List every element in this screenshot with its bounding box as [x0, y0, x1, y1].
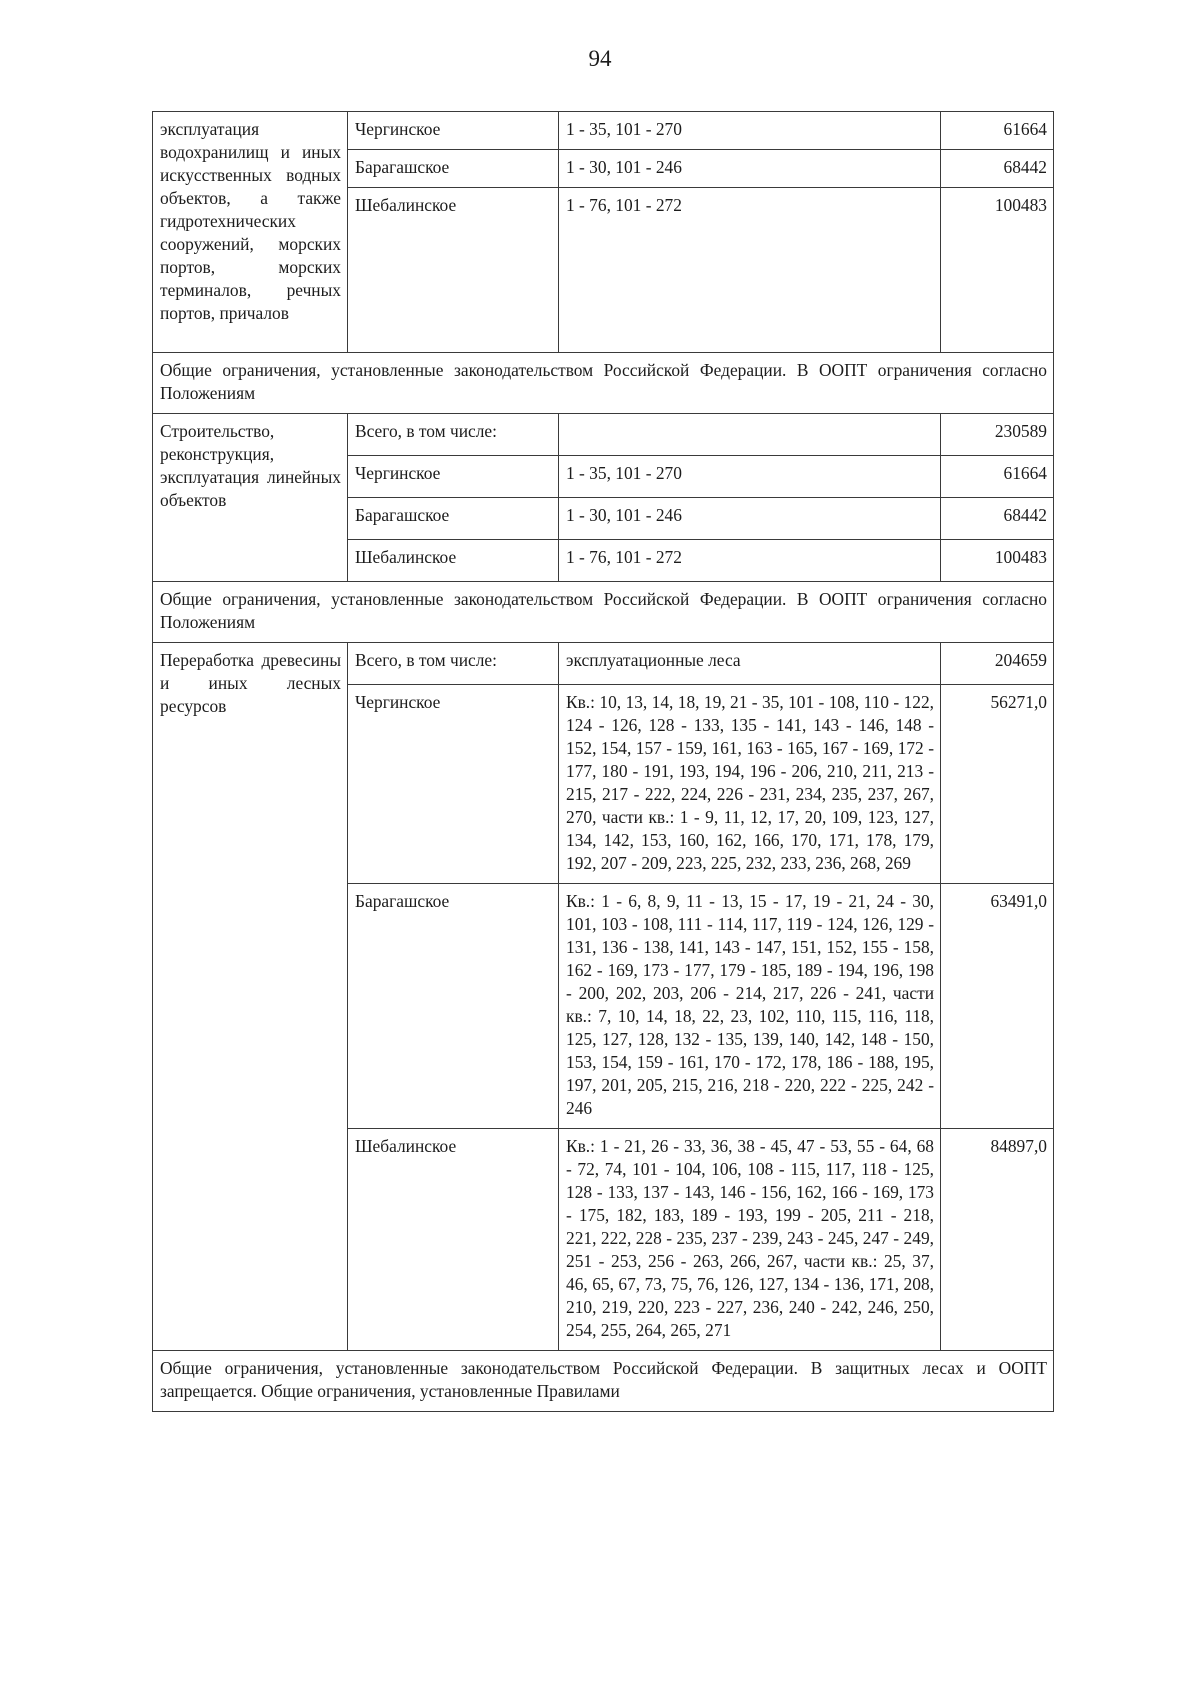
area-cell: 84897,0	[941, 1129, 1054, 1351]
quarters-text: Кв.: 10, 13, 14, 18, 19, 21 - 35, 101 - 108, 110 - 122, 124 - 126, 128 - 133, 135 - 141, 143 - 146, 148 - 152, 154, 157 - 159, 161, 163 - 165, 167 - 169, 172 - 177, 180 - 191, 193, 194, 196 - 206, 210, 211, 213 - 215, 217 - 222, 224, 226 - 231, 234, 235, 237, 267, 270, части кв.: 1 - 9, 11, 12, 17, 20, 109, 123, 127, 134, 142, 153, 160, 162, 166, 170, 171, 178, 179, 192, 207 - 209, 223, 225, 232, 233, 236, 268, 269	[566, 692, 934, 873]
area-cell: 68442	[941, 150, 1054, 188]
quarters-cell: 1 - 76, 101 - 272	[559, 540, 941, 582]
quarters-cell: 1 - 30, 101 - 246	[559, 150, 941, 188]
note-text: Общие ограничения, установленные законодательством Российской Федерации. В защитных лесах и ООПТ запрещается. Общие ограничения, установленные Правилами	[153, 1351, 1054, 1412]
table-row	[153, 643, 1054, 685]
quarters-cell: 1 - 35, 101 - 270	[559, 456, 941, 498]
quarters-text: Кв.: 1 - 6, 8, 9, 11 - 13, 15 - 17, 19 - 21, 24 - 30, 101, 103 - 108, 111 - 114, 117, 119 - 124, 126, 129 - 131, 136 - 138, 141, 143 - 147, 151, 152, 155 - 158, 162 - 169, 173 - 177, 179 - 185, 189 - 194, 196, 198 - 200, 202, 203, 206 - 214, 217, 226 - 241, части кв.: 7, 10, 14, 18, 22, 23, 102, 110, 115, 116, 118, 125, 127, 128, 132 - 135, 139, 140, 142, 148 - 150, 153, 154, 159 - 161, 170 - 172, 178, 186 - 188, 195, 197, 201, 205, 215, 216, 218 - 220, 222 - 225, 242 - 246	[566, 891, 934, 1118]
quarters-text: Кв.: 1 - 21, 26 - 33, 36, 38 - 45, 47 - 53, 55 - 64, 68 - 72, 74, 101 - 104, 106, 108 - 115, 117, 118 - 125, 128 - 133, 137 - 143, 146 - 156, 162, 166 - 169, 173 - 175, 182, 183, 189 - 193, 199 - 205, 211 - 218, 221, 222, 228 - 235, 237 - 239, 243 - 245, 247 - 249, 251 - 253, 256 - 263, 266, 267, части кв.: 25, 37, 46, 65, 67, 73, 75, 76, 126, 127, 134 - 136, 171, 208, 210, 219, 220, 223 - 227, 236, 240 - 242, 246, 250, 254, 255, 264, 265, 271	[566, 1136, 934, 1340]
activity-cell: Переработка древесины и иных лесных ресурсов	[153, 643, 348, 1351]
quarters-cell	[559, 1129, 941, 1351]
forestry-cell: Шебалинское	[348, 188, 559, 353]
forestry-cell: Чергинское	[348, 685, 559, 884]
quarters-cell: 1 - 76, 101 - 272	[559, 188, 941, 353]
page-number: 94	[588, 46, 612, 71]
forestry-cell: Чергинское	[348, 456, 559, 498]
forestry-cell: Чергинское	[348, 112, 559, 150]
area-cell: 61664	[941, 456, 1054, 498]
note-row	[153, 353, 1054, 414]
restrictions-table	[152, 111, 1054, 1412]
quarters-cell: эксплуатационные леса	[559, 643, 941, 685]
forestry-cell: Шебалинское	[348, 1129, 559, 1351]
table-row	[153, 112, 1054, 150]
area-cell: 204659	[941, 643, 1054, 685]
activity-cell: эксплуатация водохранилищ и иных искусственных водных объектов, а также гидротехнических сооружений, морских портов, морских терминалов, речных портов, причалов	[153, 112, 348, 353]
forestry-cell: Барагашское	[348, 150, 559, 188]
area-cell: 61664	[941, 112, 1054, 150]
forestry-cell: Барагашское	[348, 884, 559, 1129]
activity-cell: Строительство, реконструкция, эксплуатация линейных объектов	[153, 414, 348, 582]
note-text: Общие ограничения, установленные законодательством Российской Федерации. В ООПТ ограничения согласно Положениям	[153, 582, 1054, 643]
area-cell: 230589	[941, 414, 1054, 456]
table-row	[153, 414, 1054, 456]
note-row	[153, 1351, 1054, 1412]
quarters-cell	[559, 884, 941, 1129]
area-cell: 68442	[941, 498, 1054, 540]
area-cell: 63491,0	[941, 884, 1054, 1129]
quarters-cell	[559, 685, 941, 884]
quarters-cell: 1 - 35, 101 - 270	[559, 112, 941, 150]
quarters-cell	[559, 414, 941, 456]
forestry-cell: Барагашское	[348, 498, 559, 540]
forestry-cell: Всего, в том числе:	[348, 643, 559, 685]
area-cell: 56271,0	[941, 685, 1054, 884]
area-cell: 100483	[941, 540, 1054, 582]
quarters-cell: 1 - 30, 101 - 246	[559, 498, 941, 540]
area-cell: 100483	[941, 188, 1054, 353]
forestry-cell: Шебалинское	[348, 540, 559, 582]
forestry-cell: Всего, в том числе:	[348, 414, 559, 456]
note-row	[153, 582, 1054, 643]
note-text: Общие ограничения, установленные законодательством Российской Федерации. В ООПТ ограничения согласно Положениям	[153, 353, 1054, 414]
